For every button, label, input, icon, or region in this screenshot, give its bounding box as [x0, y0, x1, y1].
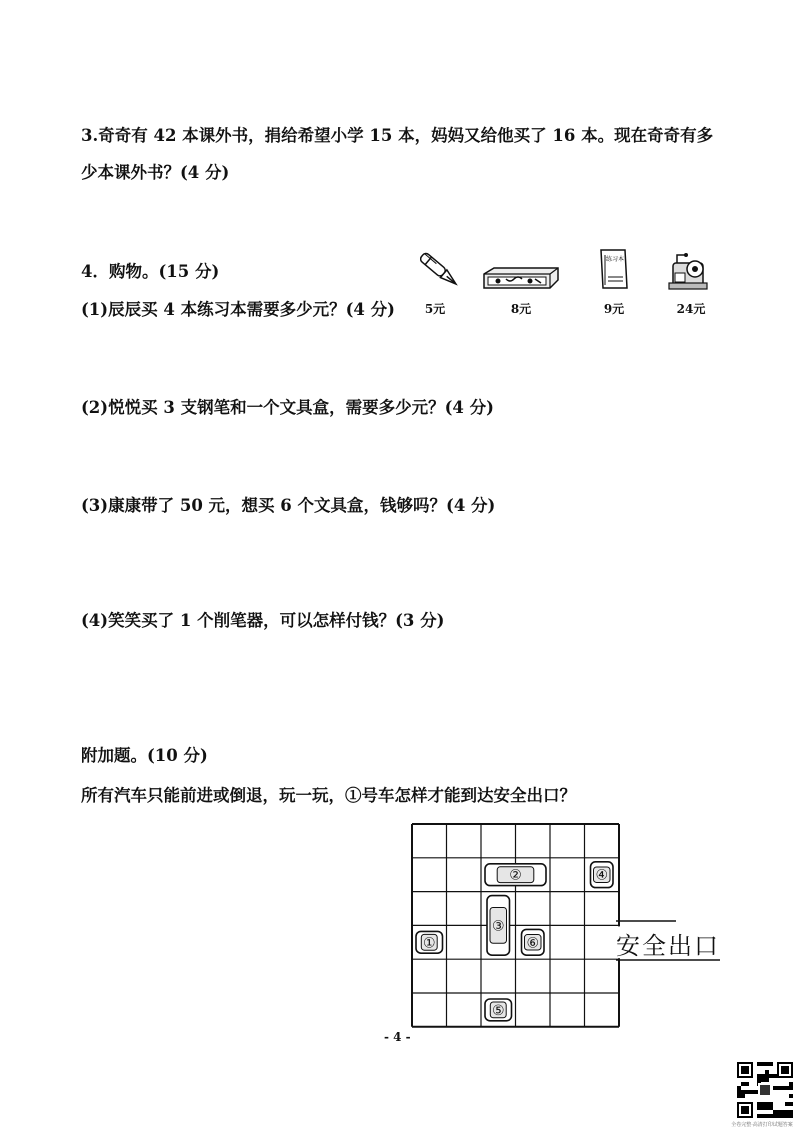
pencil-sharpener-icon [665, 249, 711, 293]
qr-module [773, 1114, 777, 1118]
pencil-case-icon [480, 266, 562, 292]
qr-module [757, 1102, 761, 1106]
bonus-question: 所有汽车只能前进或倒退，玩一玩，①号车怎样才能到达安全出口？ [81, 786, 576, 805]
notebook-cover-label: 练习本 [605, 256, 625, 263]
qr-module [741, 1066, 749, 1074]
qr-module [749, 1090, 753, 1094]
qr-module [789, 1110, 793, 1114]
parking-grid [410, 822, 620, 1032]
page-number: - 4 - [384, 1030, 411, 1044]
qr-module [737, 1094, 741, 1098]
qr-module [761, 1078, 765, 1082]
qr-module [773, 1074, 777, 1078]
pen-price: 5元 [424, 302, 446, 316]
car-label: ⑥ [526, 935, 540, 952]
qr-module [789, 1082, 793, 1086]
qr-module [745, 1082, 749, 1086]
pen-icon [420, 248, 464, 294]
car-label: ⑤ [491, 1002, 505, 1019]
qr-module [765, 1070, 769, 1074]
qr-module [761, 1062, 765, 1066]
question-4-1: (1)辰辰买 4 本练习本需要多少元？(4 分) [81, 300, 395, 319]
qr-module [769, 1062, 773, 1066]
qr-module [789, 1086, 793, 1090]
qr-module [760, 1085, 770, 1095]
qr-module [765, 1074, 769, 1078]
qr-module [781, 1114, 785, 1118]
qr-module [761, 1114, 765, 1118]
qr-module [765, 1102, 769, 1106]
qr-module [757, 1114, 761, 1118]
qr-module [761, 1106, 765, 1110]
qr-module [785, 1102, 789, 1106]
qr-module [789, 1094, 793, 1098]
question-3-line-2: 少本课外书？(4 分) [81, 163, 230, 182]
qr-module [765, 1078, 769, 1082]
qr-module [745, 1090, 749, 1094]
qr-module [765, 1062, 769, 1066]
qr-module [777, 1114, 781, 1118]
qr-module [757, 1062, 761, 1066]
qr-module [789, 1114, 793, 1118]
qr-module [757, 1074, 761, 1078]
car-label: ① [422, 935, 436, 952]
qr-module [777, 1110, 781, 1114]
car-label: ② [509, 867, 522, 884]
question-4-4: (4)笑笑买了 1 个削笔器，可以怎样付钱？(3 分) [81, 611, 445, 630]
qr-module [757, 1106, 761, 1110]
car-1[interactable] [416, 931, 443, 953]
qr-module [789, 1102, 793, 1106]
car-2[interactable] [485, 864, 546, 886]
question-4-title: 4．购物。(15 分) [81, 262, 220, 281]
qr-module [765, 1106, 769, 1110]
qr-module [773, 1086, 777, 1090]
qr-module [769, 1106, 773, 1110]
qr-module [753, 1090, 757, 1094]
question-3-line-1: 3.奇奇有 42 本课外书，捐给希望小学 15 本，妈妈又给他买了 16 本。现在奇奇有多 [81, 126, 714, 145]
parking-grid-svg [410, 822, 620, 1028]
question-4-2: (2)悦悦买 3 支钢笔和一个文具盒，需要多少元？(4 分) [81, 398, 494, 417]
notebook-price: 9元 [603, 302, 625, 316]
qr-module [757, 1078, 761, 1082]
qr-module [761, 1102, 765, 1106]
qr-module [773, 1110, 777, 1114]
qr-module [741, 1094, 745, 1098]
pencil-sharpener-price: 24元 [676, 302, 706, 316]
qr-module [781, 1066, 789, 1074]
qr-caption: 全卷完整·高清打印试题答案 [731, 1122, 793, 1128]
car-5[interactable] [485, 999, 512, 1021]
qr-module [781, 1086, 785, 1090]
qr-module [785, 1086, 789, 1090]
safe-exit-label: 安全出口 [616, 932, 720, 960]
car-6[interactable] [522, 929, 545, 955]
qr-module [737, 1086, 741, 1090]
car-3[interactable] [487, 896, 510, 956]
qr-module [769, 1114, 773, 1118]
notebook-icon [598, 247, 630, 291]
car-label: ③ [491, 918, 505, 935]
qr-module [737, 1090, 741, 1094]
qr-module [741, 1090, 745, 1094]
qr-module [769, 1102, 773, 1106]
car-4[interactable] [591, 862, 614, 888]
qr-module [785, 1110, 789, 1114]
qr-module [777, 1086, 781, 1090]
qr-module [741, 1082, 745, 1086]
qr-module [781, 1110, 785, 1114]
qr-module [761, 1074, 765, 1078]
qr-module [769, 1074, 773, 1078]
qr-module [741, 1106, 749, 1114]
question-4-3: (3)康康带了 50 元，想买 6 个文具盒，钱够吗？(4 分) [81, 496, 496, 515]
bonus-title: 附加题。(10 分) [81, 746, 208, 765]
qr-code [737, 1062, 793, 1118]
qr-module [765, 1114, 769, 1118]
qr-module [785, 1114, 789, 1118]
car-label: ④ [595, 867, 609, 884]
pencil-case-price: 8元 [510, 302, 532, 316]
